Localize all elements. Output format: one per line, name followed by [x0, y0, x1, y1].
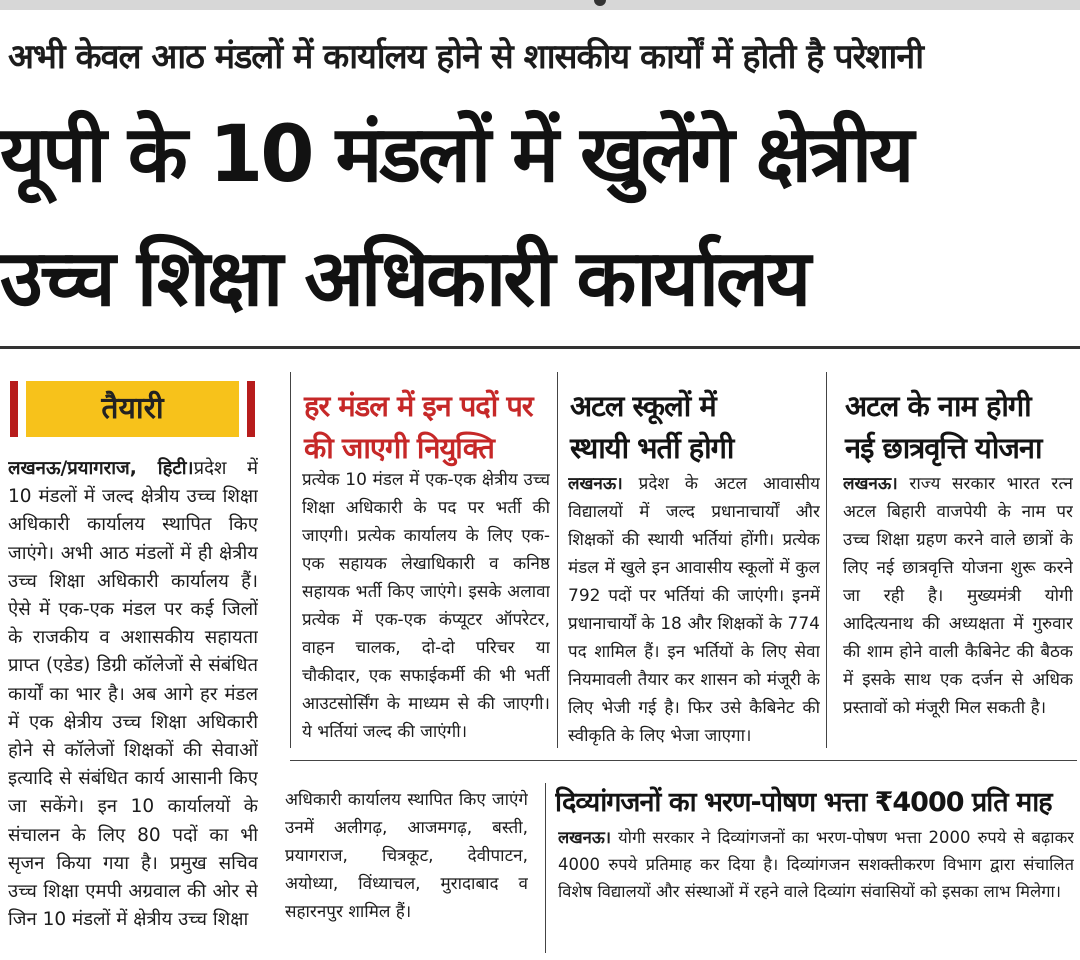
col4-dateline: लखनऊ।: [843, 474, 898, 494]
section-rule: [290, 760, 1077, 761]
notch-icon: [594, 0, 606, 6]
col2-heading: [304, 385, 554, 469]
col4-body: [843, 470, 1073, 750]
main-story-body: [8, 455, 258, 955]
col3-text: प्रदेश के अटल आवासीय विद्यालयों में जल्द प्रधानाचार्यों और शिक्षकों की स्थायी भर्तियां होंगी। प्रत्येक मंडल में खुले इन आवासीय स्कूलों में कुल 792 पदों पर भर्तियां की जाएंगी। इनमें प्रधानाचार्यों के 18 और शिक्षकों के 774 पद शामिल हैं। इन भर्तियों के लिए सेवा नियमावली तैयार कर शासन को मंजूरी के लिए भेजी गई है। फिर उसे कैबिनेट की स्वीकृति के लिए भेजा जाएगा।: [568, 474, 820, 746]
headline-line-2: उच्च शिक्षा अधिकारी कार्यालय: [0, 234, 809, 324]
headline-rule: [0, 346, 1080, 349]
column-rule-3: [826, 372, 827, 748]
screen-top-bar: [0, 0, 1080, 10]
main-story-continuation: अधिकारी कार्यालय स्थापित किए जाएंगे उनमें अलीगढ़, आजमगढ़, बस्ती, प्रयागराज, चित्रकूट, देवीपाटन, अयोध्या, विंध्याचल, मुरादाबाद व सहारनपुर शामिल हैं।: [285, 790, 528, 922]
tag-bar-left: [10, 381, 18, 437]
col3-dateline: लखनऊ।: [568, 474, 623, 494]
divyang-dateline: लखनऊ।: [558, 828, 612, 847]
tag-label: तैयारी: [26, 381, 239, 437]
col3-heading-line-1: अटल स्कूलों में: [570, 389, 716, 423]
divyang-body: [558, 824, 1074, 954]
column-rule-1: [290, 372, 291, 748]
main-story-dateline: लखनऊ/प्रयागराज, हिटी।: [8, 458, 194, 479]
section-tag: [10, 381, 255, 437]
column-rule-4: [545, 783, 546, 953]
col3-body: [568, 470, 820, 750]
divyang-heading: दिव्यांगजनों का भरण-पोषण भत्ता ₹4000 प्रति माह: [555, 787, 1052, 818]
col2-heading-line-2: की जाएगी नियुक्ति: [304, 431, 494, 465]
col2-body: प्रत्येक 10 मंडल में एक-एक क्षेत्रीय उच्च शिक्षा अधिकारी के पद पर भर्ती की जाएगी। प्रत्येक कार्यालय के लिए एक-एक सहायक लेखाधिकारी व कनिष्ठ सहायक भर्ती किए जाएंगे। इसके अलावा प्रत्येक में एक-एक कंप्यूटर ऑपरेटर, वाहन चालक, दो-दो परिचर या चौकीदार, एक सफाईकर्मी की भी भर्ती आउटसोर्सिंग के माध्यम से की जाएगी। ये भर्तियां जल्द की जाएंगी।: [302, 470, 550, 742]
column-rule-2: [557, 372, 558, 748]
kicker-line: अभी केवल आठ मंडलों में कार्यालय होने से शासकीय कार्यों में होती है परेशानी: [8, 37, 924, 77]
col4-heading: [845, 385, 1077, 469]
col3-heading-line-2: स्थायी भर्ती होगी: [570, 431, 734, 465]
col4-text: राज्य सरकार भारत रत्न अटल बिहारी वाजपेयी के नाम पर उच्च शिक्षा ग्रहण करने वाले छात्रों के लिए नई छात्रवृत्ति योजना शुरू करने जा रही है। मुख्यमंत्री योगी आदित्यनाथ की अध्यक्षता में गुरुवार की शाम होने वाली कैबिनेट की बैठक में इसके साथ एक दर्जन से अधिक प्रस्तावों को मंजूरी मिल सकती है।: [843, 474, 1073, 718]
tag-bar-right: [247, 381, 255, 437]
main-story-text: प्रदेश में 10 मंडलों में जल्द क्षेत्रीय उच्च शिक्षा अधिकारी कार्यालय स्थापित किए जाएंगे। अभी आठ मंडलों में ही क्षेत्रीय उच्च शिक्षा अधिकारी कार्यालय हैं। ऐसे में एक-एक मंडल पर कई जिलों के राजकीय व अशासकीय सहायता प्राप्त (एडेड) डिग्री कॉलेजों से संबंधित कार्यों का भार है। अब आगे हर मंडल में एक क्षेत्रीय उच्च शिक्षा अधिकारी होने से कॉलेजों शिक्षकों की सेवाओं इत्यादि से संबंधित कार्य आसानी किए जा सकेंगे। इन 10 कार्यालयों के संचालन के लिए 80 पदों का भी सृजन किया गया है। प्रमुख सचिव उच्च शिक्षा एमपी अग्रवाल की ओर से जिन 10 मंडलों में क्षेत्रीय उच्च शिक्षा: [8, 458, 258, 931]
headline-line-1: यूपी के 10 मंडलों में खुलेंगे क्षेत्रीय: [0, 110, 912, 200]
col4-heading-line-2: नई छात्रवृत्ति योजना: [845, 431, 1042, 465]
col2-heading-line-1: हर मंडल में इन पदों पर: [304, 389, 533, 423]
col3-heading: [570, 385, 822, 469]
divyang-text: योगी सरकार ने दिव्यांगजनों का भरण-पोषण भत्ता 2000 रुपये से बढ़ाकर 4000 रुपये प्रतिमाह कर दिया है। दिव्यांगजन सशक्तीकरण विभाग द्वारा संचालित विशेष विद्यालयों और संस्थाओं में रहने वाले दिव्यांग संवासियों को इसका लाभ मिलेगा।: [558, 828, 1074, 901]
col4-heading-line-1: अटल के नाम होगी: [845, 389, 1031, 423]
